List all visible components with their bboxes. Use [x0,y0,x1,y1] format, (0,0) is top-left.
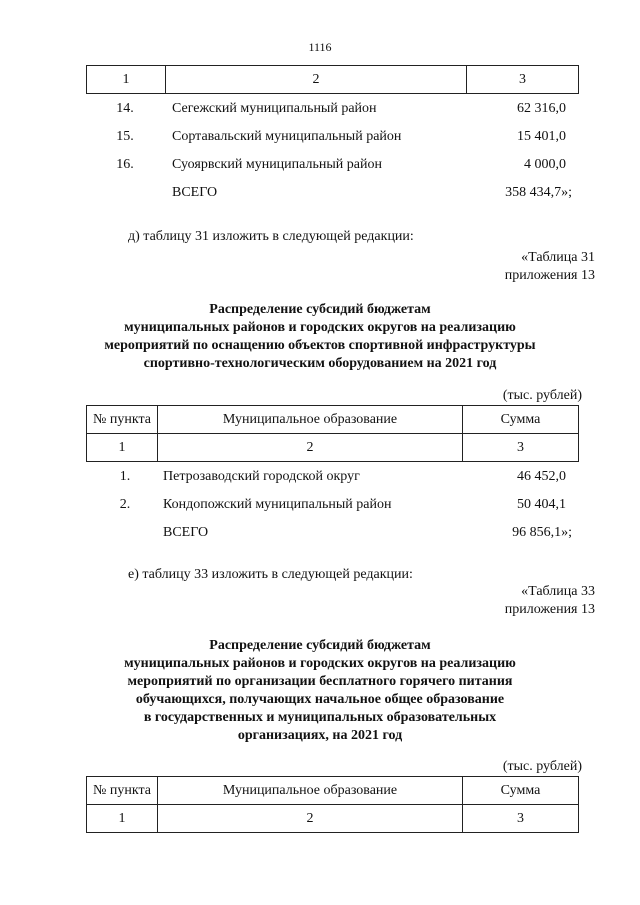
col-1-number: 1 [87,66,166,94]
table31-ref-line1: «Таблица 31 [521,250,595,265]
title-line: Распределение субсидий бюджетам [209,638,431,653]
units-label: (тыс. рублей) [502,388,582,403]
title-line: муниципальных районов и городских округов на реализацию [124,656,516,671]
header-sum: Сумма [463,777,579,805]
col-3-number: 3 [463,434,579,462]
title-line: мероприятий по оснащению объектов спортивной инфраструктуры [104,338,536,353]
header-item-number: № пункта [87,406,158,434]
table33-reference [505,583,595,619]
table33-header [86,776,579,833]
header-sum: Сумма [463,406,579,434]
total-label: ВСЕГО [163,525,209,540]
col-2-number: 2 [158,434,463,462]
row-name: Сортавальский муниципальный район [172,129,402,144]
row-name: Кондопожский муниципальный район [163,497,392,512]
col-3-number: 3 [467,66,579,94]
title-line: обучающихся, получающих начальное общее образование [135,692,505,707]
col-2-number: 2 [158,805,463,833]
title-line: организациях, на 2021 год [237,728,403,743]
row-name: Сегежский муниципальный район [172,101,377,116]
total-label: ВСЕГО [172,185,218,200]
col-1-number: 1 [87,805,158,833]
top-table-header [86,65,579,94]
row-number: 2. [119,497,131,512]
title-line: Распределение субсидий бюджетам [209,302,431,317]
row-name: Суоярвский муниципальный район [172,157,382,172]
col-1-number: 1 [87,434,158,462]
row-sum: 46 452,0 [517,469,566,484]
paragraph-d: д) таблицу 31 изложить в следующей редакции: [128,229,414,244]
page-number: 1116 [308,40,332,54]
col-2-number: 2 [166,66,467,94]
title-line: в государственных и муниципальных образовательных [143,710,497,725]
title-line: спортивно-технологическим оборудованием на 2021 год [143,356,497,371]
units-label: (тыс. рублей) [502,759,582,774]
row-sum: 15 401,0 [517,129,566,144]
title-line: муниципальных районов и городских округов на реализацию [124,320,516,335]
paragraph-e: е) таблицу 33 изложить в следующей редакции: [128,567,413,582]
header-item-number: № пункта [87,777,158,805]
table33-title [0,637,640,745]
row-sum: 50 404,1 [517,497,566,512]
header-municipality: Муниципальное образование [158,777,463,805]
header-municipality: Муниципальное образование [158,406,463,434]
table31-ref-line2: приложения 13 [504,268,595,283]
row-name: Петрозаводский городской округ [163,469,360,484]
row-sum: 62 316,0 [517,101,566,116]
row-number: 1. [119,469,131,484]
table33-ref-line1: «Таблица 33 [521,584,595,599]
row-number: 16. [116,157,134,172]
table31-header [86,405,579,462]
row-number: 15. [116,129,134,144]
row-number: 14. [116,101,134,116]
table33-ref-line2: приложения 13 [504,602,595,617]
col-3-number: 3 [463,805,579,833]
table31-reference [505,249,595,285]
table31-title [0,301,640,373]
row-sum: 4 000,0 [524,157,566,172]
total-value: 358 434,7»; [505,185,572,200]
total-value: 96 856,1»; [512,525,572,540]
title-line: мероприятий по организации бесплатного горячего питания [127,674,513,689]
